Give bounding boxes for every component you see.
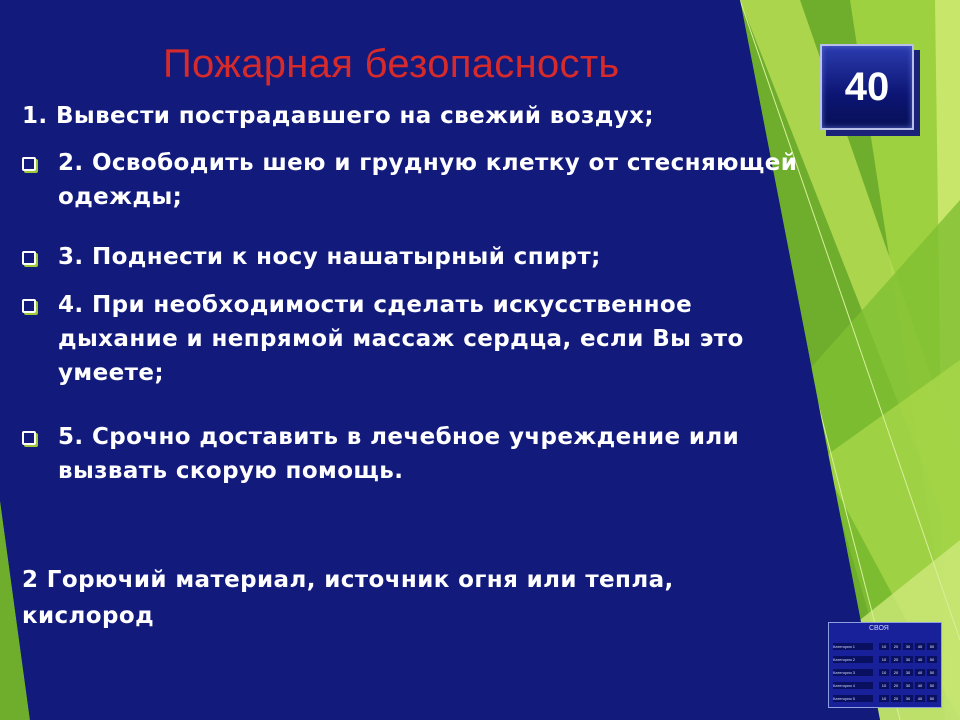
thumbnail-cell: 40 <box>915 695 925 702</box>
thumbnail-cell: 30 <box>903 643 913 650</box>
thumbnail-cell: 20 <box>891 695 901 702</box>
answer-text: 2 Горючий материал, источник огня или тепла, кислород <box>22 567 674 629</box>
list-item-text: 2. Освободить шею и грудную клетку от стесняющей одежды; <box>58 150 798 210</box>
list-item-text: 3. Поднести к носу нашатырный спирт; <box>58 244 601 270</box>
thumbnail-cell: 40 <box>915 682 925 689</box>
thumbnail-cell: 10 <box>879 682 889 689</box>
slide-title: Пожарная безопасность <box>163 42 620 86</box>
list-item-text: 5. Срочно доставить в лечебное учреждение или вызвать скорую помощь. <box>58 424 740 484</box>
thumbnail-cell: 30 <box>903 695 913 702</box>
thumbnail-cell: 20 <box>891 682 901 689</box>
checkbox-bullet-icon <box>22 431 36 445</box>
thumbnail-cell: 10 <box>879 643 889 650</box>
first-line: 1. Вывести пострадавшего на свежий воздух; <box>22 103 654 129</box>
game-board-thumbnail[interactable] <box>828 622 942 708</box>
list-item-text: 4. При необходимости сделать искусственное дыхание и непрямой массаж сердца, если Вы это умеете; <box>58 292 744 386</box>
thumbnail-cell: 40 <box>915 643 925 650</box>
thumbnail-cell: 50 <box>927 682 937 689</box>
thumbnail-cell: 20 <box>891 643 901 650</box>
score-badge: 40 <box>820 44 914 130</box>
thumbnail-title: СВОЯ <box>869 625 889 632</box>
thumbnail-cell: 10 <box>879 669 889 676</box>
thumbnail-category: Категория 1 <box>833 643 873 650</box>
thumbnail-cell: 20 <box>891 656 901 663</box>
thumbnail-row <box>833 656 937 664</box>
thumbnail-category: Категория 3 <box>833 669 873 676</box>
thumbnail-cell: 10 <box>879 695 889 702</box>
thumbnail-row <box>833 682 937 690</box>
thumbnail-category: Категория 5 <box>833 695 873 702</box>
thumbnail-cell: 30 <box>903 682 913 689</box>
thumbnail-category: Категория 2 <box>833 656 873 663</box>
thumbnail-cell: 30 <box>903 669 913 676</box>
thumbnail-cell: 20 <box>891 669 901 676</box>
checkbox-bullet-icon <box>22 157 36 171</box>
thumbnail-cell: 50 <box>927 695 937 702</box>
thumbnail-cell: 30 <box>903 656 913 663</box>
thumbnail-cell: 50 <box>927 643 937 650</box>
thumbnail-cell: 40 <box>915 669 925 676</box>
thumbnail-row <box>833 695 937 703</box>
thumbnail-cell: 10 <box>879 656 889 663</box>
thumbnail-cell: 50 <box>927 656 937 663</box>
thumbnail-row <box>833 669 937 677</box>
checkbox-bullet-icon <box>22 299 36 313</box>
checkbox-bullet-icon <box>22 251 36 265</box>
thumbnail-cell: 40 <box>915 656 925 663</box>
thumbnail-cell: 50 <box>927 669 937 676</box>
thumbnail-category: Категория 4 <box>833 682 873 689</box>
thumbnail-row <box>833 643 937 651</box>
